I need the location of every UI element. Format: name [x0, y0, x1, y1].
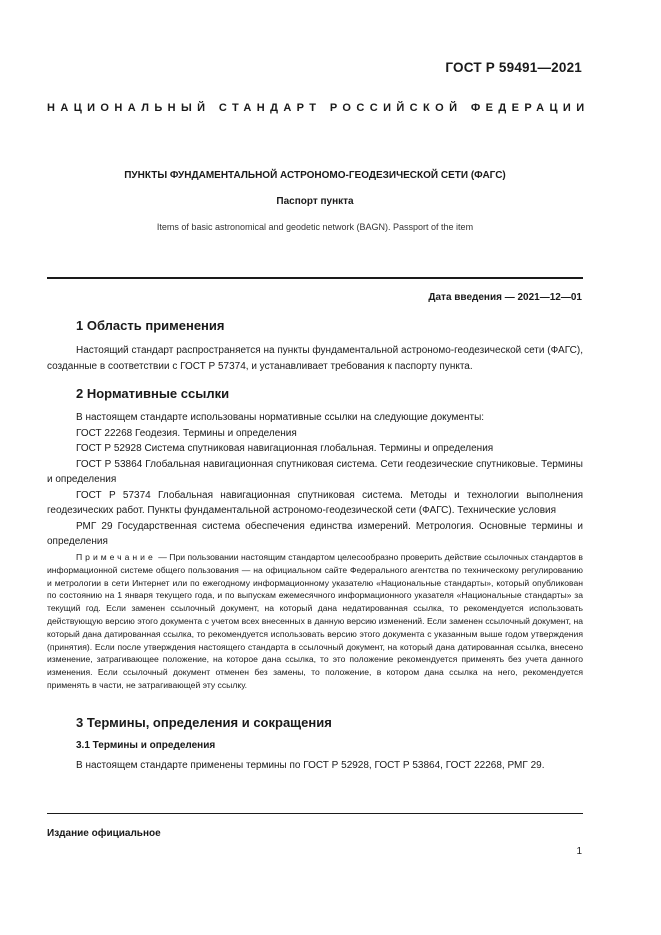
section-1-heading: 1 Область применения: [76, 318, 225, 333]
section-2-intro: [47, 410, 583, 426]
note-text: — При пользовании настоящим стандартом целесообразно проверить действие ссылочных стандартов в информационной системе общего пользования — на официальном сайте Федерального агентства по техническому регулированию и метрологии в сети Интернет или по ежегодному информационному указателю «Национальные стандарты», который опубликован по состоянию на 1 января текущего года, и по выпускам ежемесячного информационного указателя «Национальные стандарты» за текущий год. Если заменен ссылочный документ, на который дана недатированная ссылка, то рекомендуется использовать действующую версию этого документа с учетом всех внесенных в данную версию изменений. Если заменен ссылочный документ, на который дана датированная ссылка, то рекомендуется использовать версию этого документа с указанным выше годом утверждения (принятия). Если после утверждения настоящего стандарта в ссылочный документ, на который дана датированная ссылка, внесено изменение, затрагивающее положение, на которое дана ссылка, то это положение рекомендуется применять без учета данного изменения. Если ссылочный документ отменен без замены, то положение, в котором дана ссылка на него, рекомендуется применять в части, не затрагивающей эту ссылку.: [47, 552, 583, 690]
document-subtitle: Паспорт пункта: [276, 196, 354, 207]
national-standard-banner: НАЦИОНАЛЬНЫЙ СТАНДАРТ РОССИЙСКОЙ ФЕДЕРАЦИИ: [47, 102, 590, 114]
official-edition-label: Издание официальное: [47, 828, 161, 839]
footer-divider: [47, 813, 583, 814]
section-2-heading: 2 Нормативные ссылки: [76, 386, 230, 401]
gost-code: ГОСТ Р 59491—2021: [445, 60, 582, 75]
note-label: Примечание: [76, 552, 156, 562]
ref-item: [47, 441, 583, 457]
ref-text: ГОСТ Р 52928 Система спутниковая навигационная глобальная. Термины и определения: [76, 443, 494, 454]
note-block: [47, 551, 583, 692]
section-3-text: [47, 758, 583, 774]
ref-text: ГОСТ Р 57374 Глобальная навигационная спутниковая система. Методы и технологии выполнения геодезических работ. Пункты фундаментальной астрономо-геодезической сети (ФАГС). Технические условия: [47, 489, 583, 516]
section-3-text-content: В настоящем стандарте применены термины по ГОСТ Р 52928, ГОСТ Р 53864, ГОСТ 22268, РМГ 29.: [76, 760, 545, 771]
section-2-intro-text: В настоящем стандарте использованы нормативные ссылки на следующие документы:: [76, 412, 485, 423]
ref-text: РМГ 29 Государственная система обеспечения единства измерений. Метрология. Основные термины и определения: [47, 520, 583, 547]
page-number: 1: [576, 846, 582, 857]
ref-item: [47, 519, 583, 550]
title-divider: [47, 277, 583, 279]
ref-text: ГОСТ Р 53864 Глобальная навигационная спутниковая система. Сети геодезические спутниковые. Термины и определения: [47, 458, 583, 485]
section-3-heading: 3 Термины, определения и сокращения: [76, 715, 332, 730]
document-title: ПУНКТЫ ФУНДАМЕНТАЛЬНОЙ АСТРОНОМО-ГЕОДЕЗИЧЕСКОЙ СЕТИ (ФАГС): [124, 170, 506, 181]
subsection-3-1-heading: 3.1 Термины и определения: [76, 740, 216, 751]
section-1-text: [47, 343, 583, 374]
document-english-title: Items of basic astronomical and geodetic network (BAGN). Passport of the item: [156, 222, 474, 232]
ref-item: [47, 488, 583, 519]
ref-item: [47, 426, 583, 442]
introduction-date: Дата введения — 2021—12—01: [428, 292, 582, 303]
ref-item: [47, 457, 583, 488]
section-1-text-content: Настоящий стандарт распространяется на пункты фундаментальной астрономо-геодезической сети (ФАГС), созданные в соответствии с ГОСТ Р 57374, и устанавливает требования к паспорту пункта.: [47, 345, 583, 372]
ref-text: ГОСТ 22268 Геодезия. Термины и определения: [76, 427, 297, 439]
